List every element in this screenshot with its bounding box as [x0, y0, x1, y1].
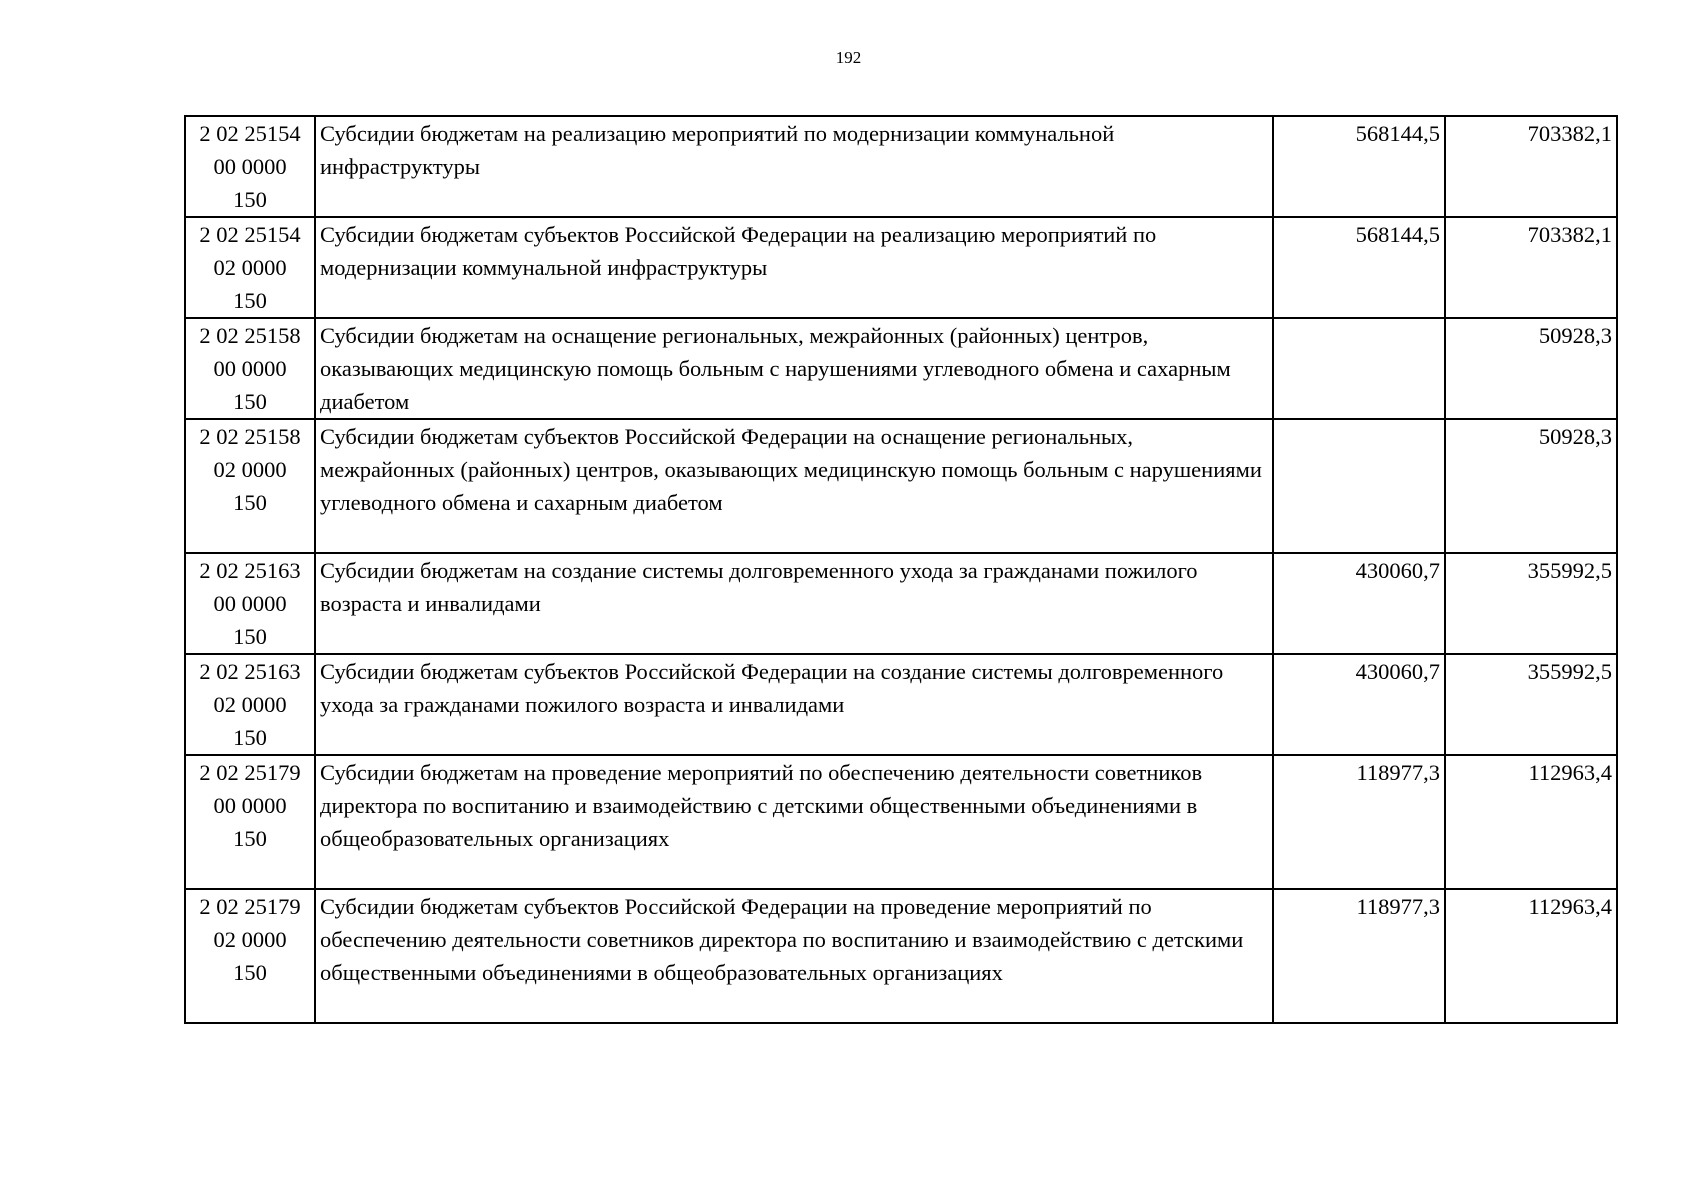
table-row — [185, 755, 1617, 889]
budget-code-line: 00 0000 — [213, 793, 287, 818]
budget-code-line: 150 — [233, 725, 267, 750]
table-row — [185, 889, 1617, 1023]
budget-code-line: 150 — [233, 624, 267, 649]
table-row — [185, 553, 1617, 654]
amount-cell-1 — [1273, 419, 1445, 553]
budget-code-line: 150 — [233, 826, 267, 851]
amount-cell-2: 355992,5 — [1445, 553, 1617, 654]
budget-code-cell — [185, 553, 315, 654]
budget-code-line: 2 02 25158 — [199, 424, 301, 449]
budget-code-line: 2 02 25163 — [199, 659, 301, 684]
budget-code-cell — [185, 419, 315, 553]
amount-cell-2: 50928,3 — [1445, 318, 1617, 419]
income-name-cell: Субсидии бюджетам на создание системы долговременного ухода за гражданами пожилого возраста и инвалидами — [315, 553, 1273, 654]
budget-code-cell — [185, 889, 315, 1023]
budget-code-line: 02 0000 — [213, 457, 287, 482]
budget-code-line: 150 — [233, 187, 267, 212]
table-row — [185, 419, 1617, 553]
budget-table — [184, 115, 1618, 1024]
budget-code-line: 2 02 25163 — [199, 558, 301, 583]
amount-cell-1: 430060,7 — [1273, 654, 1445, 755]
budget-code-line: 150 — [233, 389, 267, 414]
table-row — [185, 116, 1617, 217]
budget-code-cell — [185, 217, 315, 318]
budget-code-cell — [185, 755, 315, 889]
amount-cell-1 — [1273, 318, 1445, 419]
income-name-cell: Субсидии бюджетам субъектов Российской Федерации на реализацию мероприятий по модернизации коммунальной инфраструктуры — [315, 217, 1273, 318]
amount-cell-1: 118977,3 — [1273, 889, 1445, 1023]
income-name-cell: Субсидии бюджетам субъектов Российской Федерации на создание системы долговременного ухода за гражданами пожилого возраста и инвалидами — [315, 654, 1273, 755]
amount-cell-2: 703382,1 — [1445, 217, 1617, 318]
amount-cell-2: 703382,1 — [1445, 116, 1617, 217]
budget-code-line: 00 0000 — [213, 154, 287, 179]
table-row — [185, 318, 1617, 419]
amount-cell-1: 568144,5 — [1273, 116, 1445, 217]
budget-code-line: 2 02 25158 — [199, 323, 301, 348]
amount-cell-1: 568144,5 — [1273, 217, 1445, 318]
budget-code-line: 02 0000 — [213, 692, 287, 717]
budget-code-line: 02 0000 — [213, 927, 287, 952]
amount-cell-1: 430060,7 — [1273, 553, 1445, 654]
amount-cell-1: 118977,3 — [1273, 755, 1445, 889]
amount-cell-2: 112963,4 — [1445, 889, 1617, 1023]
budget-code-line: 2 02 25154 — [199, 222, 301, 247]
income-name-cell: Субсидии бюджетам субъектов Российской Федерации на проведение мероприятий по обеспечению деятельности советников директора по воспитанию и взаимодействию с детскими общественными объединениями в общеобразовательных организациях — [315, 889, 1273, 1023]
amount-cell-2: 355992,5 — [1445, 654, 1617, 755]
income-name-cell: Субсидии бюджетам на оснащение региональных, межрайонных (районных) центров, оказывающих медицинскую помощь больным с нарушениями углеводного обмена и сахарным диабетом — [315, 318, 1273, 419]
budget-code-line: 150 — [233, 490, 267, 515]
budget-code-cell — [185, 116, 315, 217]
budget-code-cell — [185, 654, 315, 755]
budget-code-line: 2 02 25179 — [199, 760, 301, 785]
budget-code-line: 2 02 25179 — [199, 894, 301, 919]
budget-code-line: 150 — [233, 288, 267, 313]
income-name-cell: Субсидии бюджетам на реализацию мероприятий по модернизации коммунальной инфраструктуры — [315, 116, 1273, 217]
income-name-cell: Субсидии бюджетам на проведение мероприятий по обеспечению деятельности советников директора по воспитанию и взаимодействию с детскими общественными объединениями в общеобразовательных организациях — [315, 755, 1273, 889]
budget-code-line: 150 — [233, 960, 267, 985]
amount-cell-2: 50928,3 — [1445, 419, 1617, 553]
income-name-cell: Субсидии бюджетам субъектов Российской Федерации на оснащение региональных, межрайонных (районных) центров, оказывающих медицинскую помощь больным с нарушениями углеводного обмена и сахарным диабетом — [315, 419, 1273, 553]
amount-cell-2: 112963,4 — [1445, 755, 1617, 889]
table-row — [185, 217, 1617, 318]
budget-code-line: 00 0000 — [213, 356, 287, 381]
budget-code-line: 00 0000 — [213, 591, 287, 616]
budget-code-line: 2 02 25154 — [199, 121, 301, 146]
budget-code-cell — [185, 318, 315, 419]
page-number: 192 — [835, 48, 862, 67]
budget-code-line: 02 0000 — [213, 255, 287, 280]
table-row — [185, 654, 1617, 755]
